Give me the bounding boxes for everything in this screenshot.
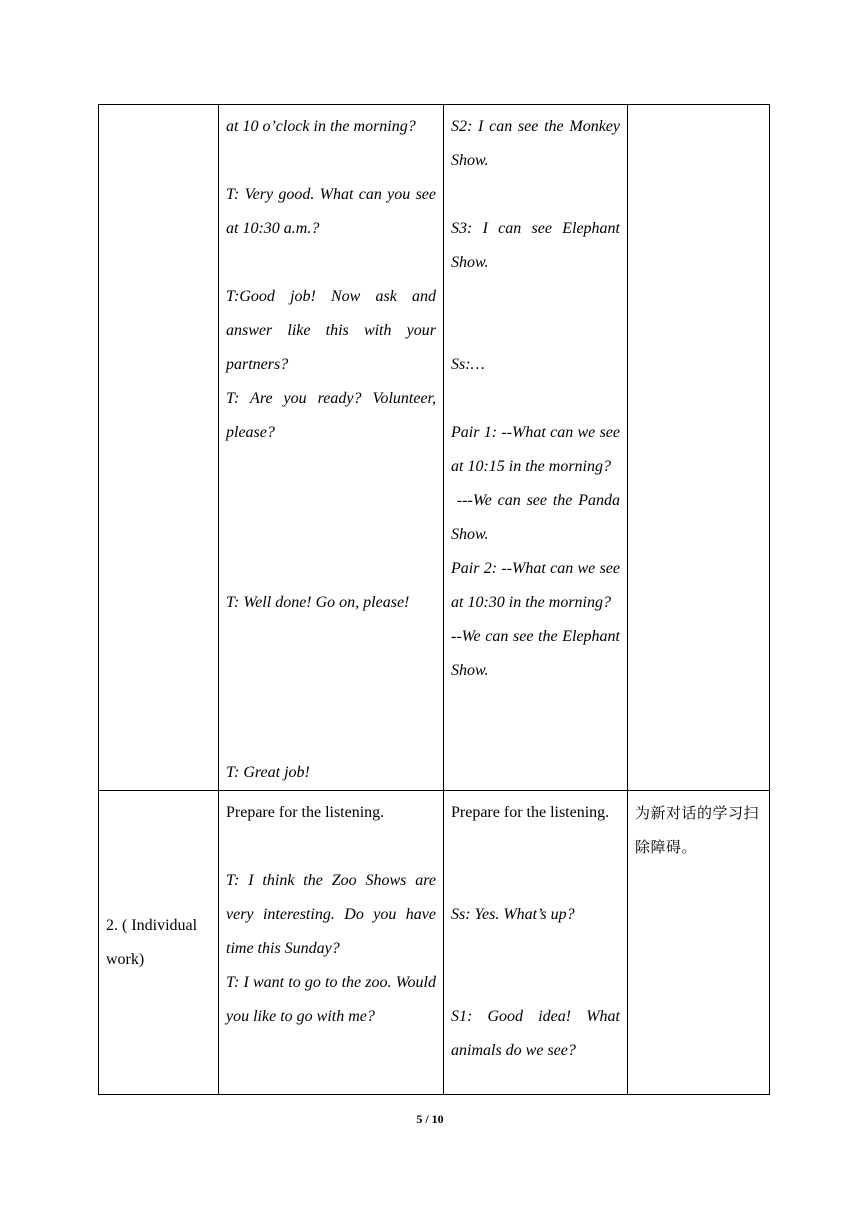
purpose-text: 为新对话的学习扫除障碍。 [635, 804, 760, 856]
teacher-line: T: I want to go to the zoo. Would you like to go with me? [226, 974, 436, 1025]
student-line: --We can see the Elephant Show. [451, 628, 620, 679]
teacher-line: at 10 o’clock in the morning? [226, 118, 416, 135]
student-line: S3: I can see Elephant Show. [451, 220, 620, 271]
purpose-cell [628, 105, 770, 791]
student-line: ---We can see the Panda Show. [451, 492, 625, 543]
student-activity-cell [444, 791, 628, 1095]
student-line: Pair 1: --What can we see at 10:15 in the morning? [451, 424, 620, 475]
student-line: S2: I can see the Monkey Show. [451, 118, 620, 169]
student-line: Ss:… [451, 356, 485, 373]
teacher-line: T: I think the Zoo Shows are very interesting. Do you have time this Sunday? [226, 872, 436, 957]
task-cell [99, 105, 219, 791]
student-line: Prepare for the listening. [451, 804, 610, 821]
teacher-line: T: Great job! [226, 764, 310, 781]
teacher-activity-cell [219, 105, 444, 791]
teacher-line: Prepare for the listening. [226, 804, 385, 821]
lesson-plan-table [98, 104, 770, 1095]
teacher-line: T: Very good. What can you see at 10:30 a.m.? [226, 186, 436, 237]
page-number: 5 / 10 [416, 1112, 444, 1126]
teacher-line: T: Well done! Go on, please! [226, 594, 410, 611]
student-line: Pair 2: --What can we see at 10:30 in the morning? [451, 560, 620, 611]
table-row [99, 105, 770, 791]
task-label: 2. ( Individual work) [106, 916, 198, 968]
purpose-cell [628, 791, 770, 1095]
teacher-activity-cell [219, 791, 444, 1095]
teacher-line: T: Are you ready? Volunteer, please? [226, 390, 436, 441]
table-row [99, 791, 770, 1095]
teacher-line: T:Good job! Now ask and answer like this with your partners? [226, 288, 436, 373]
student-line: Ss: Yes. What’s up? [451, 906, 575, 923]
student-activity-cell [444, 105, 628, 791]
task-cell [99, 791, 219, 1095]
student-line: S1: Good idea! What animals do we see? [451, 1008, 620, 1059]
